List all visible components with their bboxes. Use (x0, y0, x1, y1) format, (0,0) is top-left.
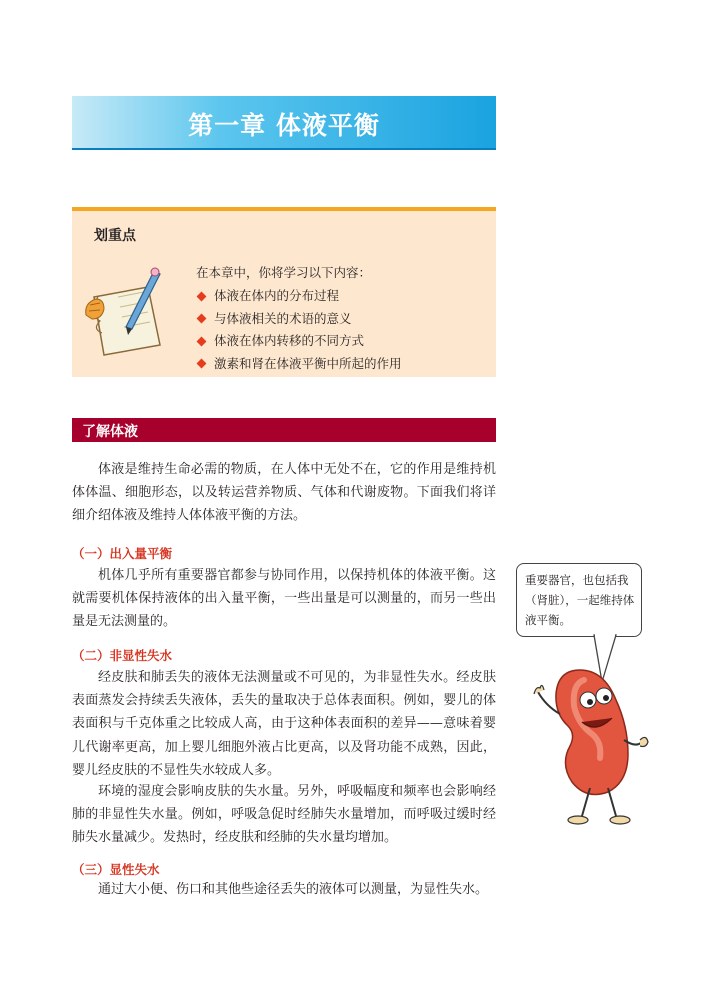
list-item: 体液在体内的分布过程 (196, 285, 402, 308)
notebook-pen-icon (78, 259, 178, 359)
kidney-mascot-icon (520, 630, 650, 830)
chapter-title: 第一章 体液平衡 (188, 111, 380, 140)
key-points-intro: 在本章中，你将学习以下内容： (196, 265, 372, 280)
section-intro: 体液是维持生命必需的物质，在人体中无处不在，它的作用是维持机体体温、细胞形态，以及转运营养物质、气体和代谢废物。下面我们将详细介绍体液及维持人体体液平衡的方法。 (72, 462, 496, 524)
paragraph: 经皮肤和肺丢失的液体无法测量或不可见的，为非显性失水。经皮肤表面蒸发会持续丢失液体，丢失的量取决于总体表面积。例如，婴儿的体表面积与千克体重之比较成人高，由于这种体表面积的差异——意味着婴儿代谢率更高，加上婴儿细胞外液占比更高，以及肾功能不成熟，因此，婴儿经皮肤的不显性失水较成人多。 (72, 670, 496, 778)
paragraph: 机体几乎所有重要器官都参与协同作用，以保持机体的体液平衡。这就需要机体保持液体的出入量平衡，一些出量是可以测量的，而另一些出量是无法测量的。 (72, 568, 496, 630)
paragraph: 环境的湿度会影响皮肤的失水量。另外，呼吸幅度和频率也会影响经肺的非显性失水量。例如，呼吸急促时经肺失水量增加，而呼吸过缓时经肺失水量减少。发热时，经皮肤和经肺的失水量均增加。 (72, 784, 496, 846)
list-item: 与体液相关的术语的意义 (196, 308, 402, 331)
speech-bubble-text: 重要器官，也包括我（肾脏），一起维持体液平衡。 (525, 573, 635, 627)
diamond-bullet-icon (197, 336, 207, 346)
key-points-heading: 划重点 (94, 228, 136, 244)
paragraph: 通过大小便、伤口和其他些途径丢失的液体可以测量，为显性失水。 (98, 882, 489, 897)
list-item: 体液在体内转移的不同方式 (196, 330, 402, 353)
key-points-box (72, 207, 496, 377)
section-title: 了解体液 (82, 424, 138, 440)
diamond-bullet-icon (197, 359, 207, 369)
list-item: 激素和肾在体液平衡中所起的作用 (196, 353, 402, 376)
diamond-bullet-icon (197, 291, 207, 301)
chapter-banner (72, 96, 496, 148)
diamond-bullet-icon (197, 314, 207, 324)
speech-bubble (516, 563, 642, 637)
subsection-heading: （二）非显性失水 (72, 648, 173, 663)
key-points-list (196, 285, 402, 375)
subsection-heading: （三）显性失水 (72, 862, 160, 877)
section-bar (72, 418, 496, 442)
subsection-heading: （一）出入量平衡 (72, 546, 173, 561)
